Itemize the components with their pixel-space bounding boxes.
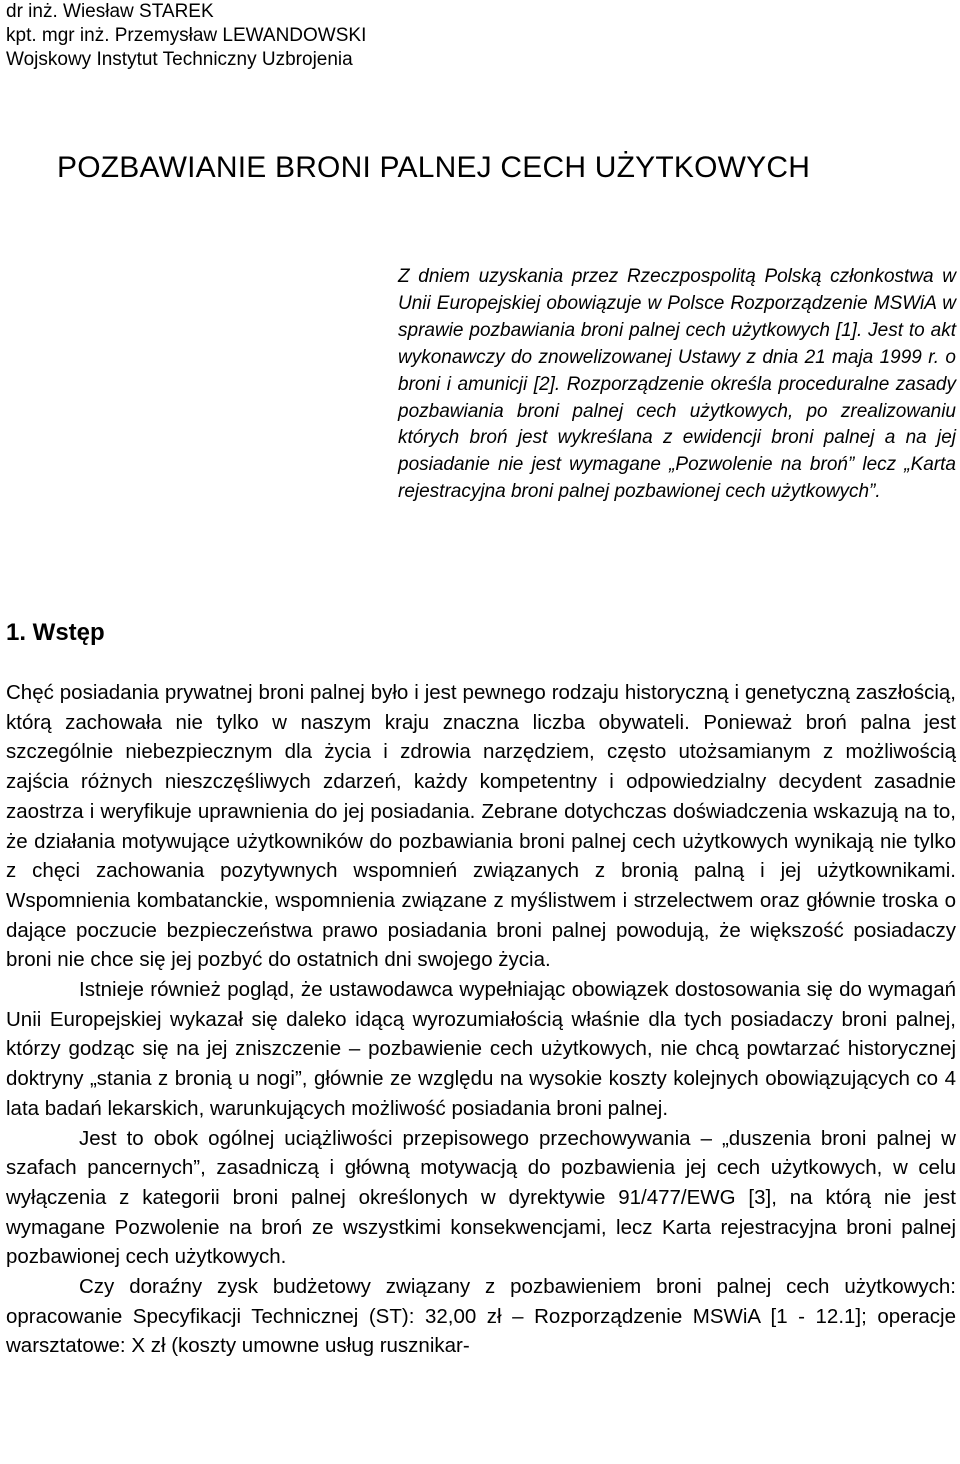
paragraph: Jest to obok ogólnej uciążliwości przepisowego przechowywania – „duszenia broni palnej w szafach pancernych”, zasadniczą i główną motywacją do pozbawienia jej cech użytkowych, w celu wyłączenia z kategorii broni palnej określonych w dyrektywie 91/477/EWG [3], na którą nie jest wymagane Pozwolenie na broń ze wszystkimi konsekwencjami, lecz Karta rejestracyjna broni palnej pozbawionej cech użytkowych. <box>6 1126 956 1269</box>
section-body <box>6 678 956 1361</box>
abstract: Z dniem uzyskania przez Rzeczpospolitą Polską członkostwa w Unii Europejskiej obowiązuje w Polsce Rozporządzenie MSWiA w sprawie pozbawiania broni palnej cech użytkowych [1]. Jest to akt wykonawczy do znowelizowanej Ustawy z dnia 21 maja 1999 r. o broni i amunicji [2]. Rozporządzenie określa proceduralne zasady pozbawiania broni palnej cech użytkowych, po zrealizowaniu których broń jest wykreślana z ewidencji broni palnej a na jej posiadanie nie jest wymagane „Pozwolenie na broń” lecz „Karta rejestracyjna broni palnej pozbawionej cech użytkowych”. <box>398 266 956 503</box>
paragraph: Czy doraźny zysk budżetowy związany z pozbawieniem broni palnej cech użytkowych: opracowanie Specyfikacji Technicznej (ST): 32,00 zł – Rozporządzenie MSWiA [1 - 12.1]; operacje warsztatowe: X zł (koszty umowne usług rusznikar- <box>6 1275 956 1358</box>
author-block <box>6 0 366 72</box>
section-heading: 1. Wstęp <box>6 619 105 646</box>
author-name: kpt. mgr inż. Przemysław LEWANDOWSKI <box>6 25 367 46</box>
author-name: dr inż. Wiesław STAREK <box>6 1 214 22</box>
paper-title: POZBAWIANIE BRONI PALNEJ CECH UŻYTKOWYCH <box>57 151 811 184</box>
author-affiliation: Wojskowy Instytut Techniczny Uzbrojenia <box>6 49 353 70</box>
paragraph: Istnieje również pogląd, że ustawodawca wypełniając obowiązek dostosowania się do wymagań Unii Europejskiej wykazał się daleko idącą wyrozumiałością właśnie dla tych posiadaczy broni palnej, którzy godząc się na jej zniszczenie – pozbawienie cech użytkowych, nie chcą powtarzać historycznej doktryny „stania z bronią u nogi”, głównie ze względu na wysokie koszty kolejnych obowiązujących co 4 lata badań lekarskich, warunkujących możliwość posiadania broni palnej. <box>6 978 956 1120</box>
paragraph: Chęć posiadania prywatnej broni palnej było i jest pewnego rodzaju historyczną i genetyczną zaszłością, którą zachowała nie tylko w naszym kraju znaczna liczba obywateli. Ponieważ broń palna jest szczególnie niebezpiecznym dla życia i zdrowia narzędziem, często utożsamianym z możliwością zajścia różnych nieszczęśliwych zdarzeń, każdy kompetentny i odpowiedzialny decydent zasadnie zaostrza i weryfikuje uprawnienia do jej posiadania. Zebrane dotychczas doświadczenia wskazują na to, że działania motywujące użytkowników do pozbawiania broni palnej cech użytkowych wynikają nie tylko z chęci zachowania pozytywnych wspomnień związanych z bronią palną i jej użytkownikami. Wspomnienia kombatanckie, wspomnienia związane z myślistwem i strzelectwem oraz głównie troska o dające poczucie bezpieczeństwa prawo posiadania broni palnej powodują, że większość posiadaczy broni nie chce się jej pozbyć do ostatnich dni swojego życia. <box>6 681 956 972</box>
